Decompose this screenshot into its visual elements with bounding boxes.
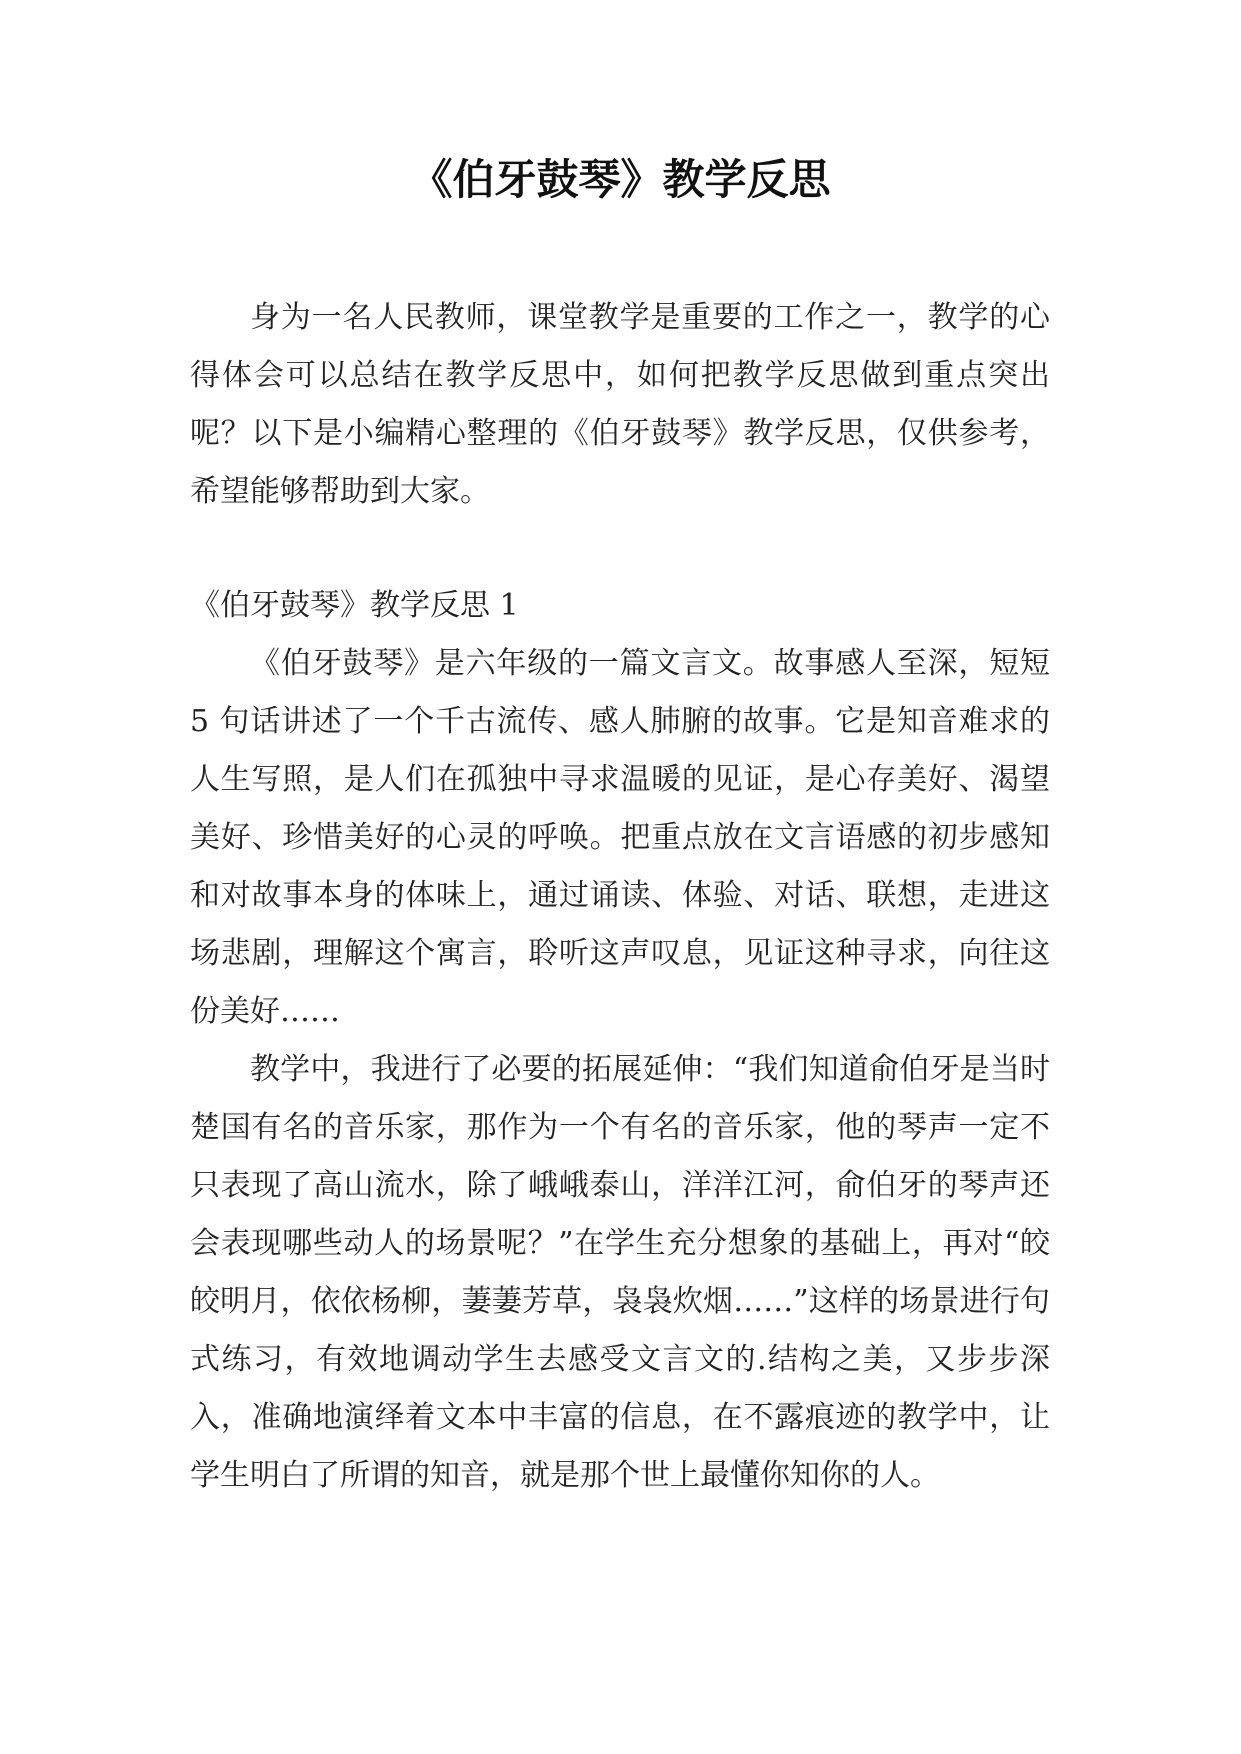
document-title: 《伯牙鼓琴》教学反思: [410, 155, 831, 204]
intro-paragraph: 身为一名人民教师，课堂教学是重要的工作之一，教学的心得体会可以总结在教学反思中，如何把教学反思做到重点突出呢？以下是小编精心整理的《伯牙鼓琴》教学反思，仅供参考，希望能够帮助到大家。: [190, 300, 1050, 509]
document-body: [190, 289, 1050, 1505]
body-paragraph: 《伯牙鼓琴》是六年级的一篇文言文。故事感人至深，短短 5 句话讲述了一个千古流传、感人肺腑的故事。它是知音难求的人生写照，是人们在孤独中寻求温暖的见证，是心存美好、渴望美好、珍惜美好的心灵的呼唤。把重点放在文言语感的初步感知和对故事本身的体味上，通过诵读、体验、对话、联想，走进这场悲剧，理解这个寓言，聆听这声叹息，见证这种寻求，向往这份美好……: [190, 646, 1050, 1029]
section-heading: 《伯牙鼓琴》教学反思 1: [190, 588, 519, 623]
body-paragraph: 教学中，我进行了必要的拓展延伸：“我们知道俞伯牙是当时楚国有名的音乐家，那作为一个有名的音乐家，他的琴声一定不只表现了高山流水，除了峨峨泰山，洋洋江河，俞伯牙的琴声还会表现哪些动人的场景呢？”在学生充分想象的基础上，再对“皎皎明月，依依杨柳，萋萋芳草，袅袅炊烟……”这样的场景进行句式练习，有效地调动学生去感受文言文的.结构之美，又步步深入，准确地演绎着文本中丰富的信息，在不露痕迹的教学中，让学生明白了所谓的知音，就是那个世上最懂你知你的人。: [190, 1052, 1050, 1493]
